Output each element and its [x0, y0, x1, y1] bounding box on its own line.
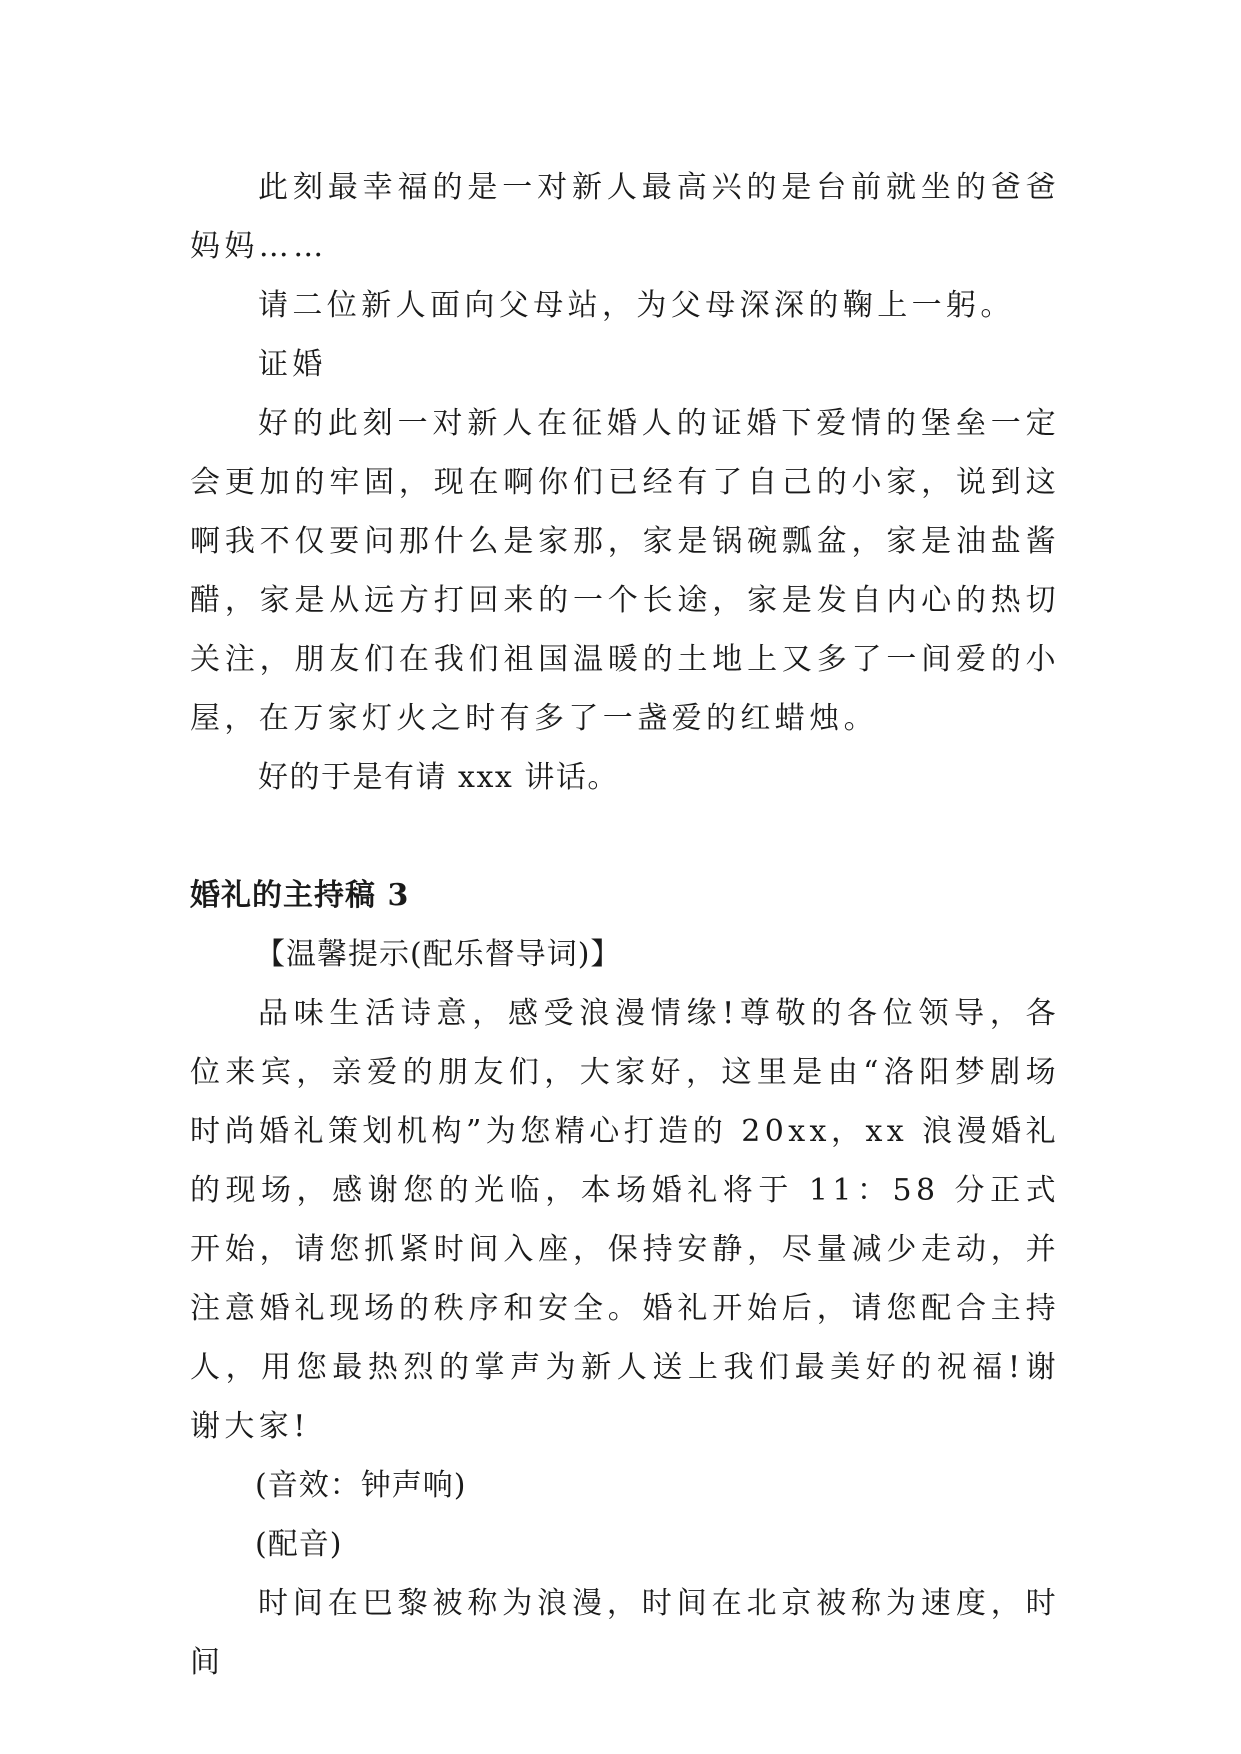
paragraph: 好的此刻一对新人在征婚人的证婚下爱情的堡垒一定会更加的牢固，现在啊你们已经有了自己的小家，说到这啊我不仅要问那什么是家那，家是锅碗瓢盆，家是油盐酱醋，家是从远方打回来的一个长途，家是发自内心的热切关注，朋友们在我们祖国温暖的土地上又多了一间爱的小屋，在万家灯火之时有多了一盏爱的红蜡烛。	[190, 406, 1060, 736]
paragraph: 证婚	[258, 347, 327, 382]
paragraph: 品味生活诗意，感受浪漫情缘!尊敬的各位领导，各位来宾，亲爱的朋友们，大家好，这里是由“洛阳梦剧场时尚婚礼策划机构”为您精心打造的 20xx，xx 浪漫婚礼的现场，感谢您的光临，本场婚礼将于 11：58 分正式开始，请您抓紧时间入座，保持安静，尽量减少走动，并注意婚礼现场的秩序和安全。婚礼开始后，请您配合主持人，用您最热烈的掌声为新人送上我们最美好的祝福!谢谢大家!	[190, 996, 1060, 1444]
paragraph: 此刻最幸福的是一对新人最高兴的是台前就坐的爸爸妈妈……	[190, 170, 1060, 264]
paragraph: 时间在巴黎被称为浪漫，时间在北京被称为速度，时间	[190, 1586, 1060, 1680]
paragraph: 请二位新人面向父母站，为父母深深的鞠上一躬。	[258, 288, 1015, 323]
section-heading: 婚礼的主持稿 3	[190, 878, 410, 913]
voiceover-note: (配音)	[255, 1527, 343, 1562]
paragraph: 好的于是有请 xxx 讲话。	[258, 760, 619, 795]
sound-effect-note: (音效：钟声响)	[255, 1468, 467, 1503]
tip-note: 【温馨提示(配乐督导词)】	[255, 937, 622, 972]
document-body	[190, 158, 1060, 1692]
